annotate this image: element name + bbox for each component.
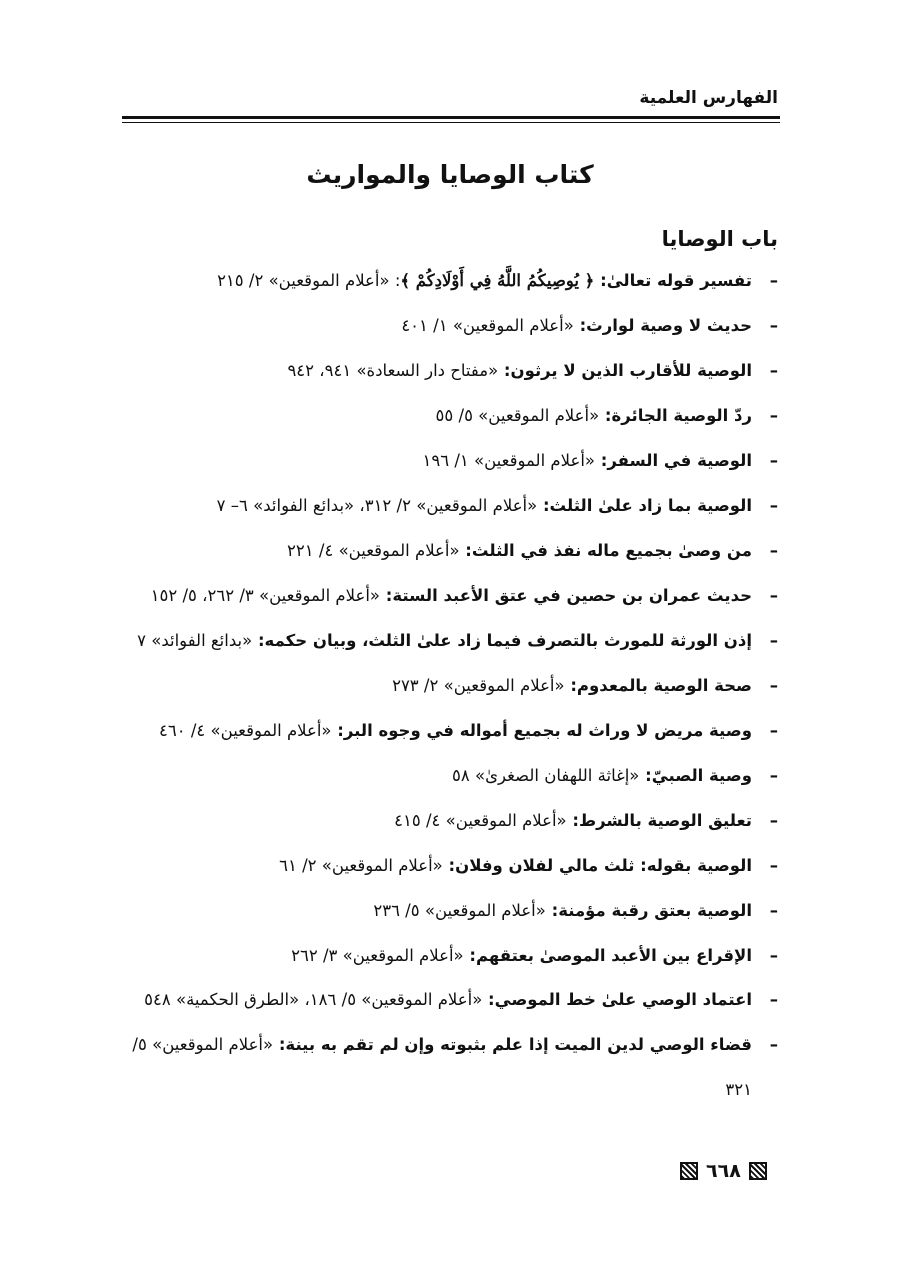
entry-reference: «أعلام الموقعين» ٥/ ٥٥	[435, 406, 600, 425]
entry-topic: ردّ الوصية الجائرة:	[599, 406, 752, 425]
entry-topic: إذن الورثة للمورث بالتصرف فيما زاد علىٰ الثلث، وبيان حكمه:	[252, 631, 752, 650]
entry-topic: وصية الصبيّ:	[639, 766, 752, 785]
entry-reference: «مفتاح دار السعادة» ٩٤١، ٩٤٢	[287, 361, 499, 380]
entry-reference: «أعلام الموقعين» ٥/ ١٨٦، «الطرق الحكمية» ٥٤٨	[144, 990, 483, 1009]
entry-topic: اعتماد الوصي علىٰ خط الموصي:	[482, 990, 752, 1009]
index-entry	[114, 393, 778, 438]
quran-verse: ﴿ يُوصِيكُمُ اللَّهُ فِي أَوْلَادِكُمْ ﴾	[400, 271, 595, 290]
entry-reference: «أعلام الموقعين» ٢/ ٣١٢، «بدائع الفوائد» ٦– ٧	[216, 496, 538, 515]
index-entry	[114, 348, 778, 393]
running-head: الفهارس العلمية	[639, 88, 778, 108]
bullet-dash: –	[769, 316, 778, 335]
index-entry	[114, 753, 778, 798]
entry-topic: الوصية للأقارب الذين لا يرثون:	[498, 361, 752, 380]
entry-topic: الوصية بقوله: ثلث مالي لفلان وفلان:	[442, 856, 752, 875]
index-entry	[114, 708, 778, 753]
entry-reference: «أعلام الموقعين» ١/ ١٩٦	[422, 451, 595, 470]
bullet-dash: –	[769, 901, 778, 920]
bullet-dash: –	[769, 990, 778, 1009]
page-folio	[680, 1160, 767, 1182]
bullet-dash: –	[769, 676, 778, 695]
entry-topic: قضاء الوصي لدين الميت إذا علم بثبوته وإن لم تقم به بينة:	[273, 1035, 752, 1054]
page-title: كتاب الوصايا والمواريث	[306, 160, 594, 189]
entry-reference: «أعلام الموقعين» ٤/ ٤٦٠	[159, 721, 332, 740]
index-entry	[114, 798, 778, 843]
entry-topic: حديث لا وصية لوارث:	[573, 316, 752, 335]
entry-topic: من وصىٰ بجميع ماله نفذ في الثلث:	[459, 541, 752, 560]
index-entry	[114, 528, 778, 573]
page-number: ٦٦٨	[706, 1160, 741, 1182]
entry-topic: صحة الوصية بالمعدوم:	[564, 676, 752, 695]
index-entry	[114, 933, 778, 978]
index-entry	[114, 978, 778, 1022]
entry-topic: الوصية في السفر:	[595, 451, 752, 470]
entry-reference: «أعلام الموقعين» ٢/ ٢٧٣	[392, 676, 565, 695]
index-entry	[114, 618, 778, 663]
index-entry	[114, 888, 778, 933]
entry-topic: تفسير قوله تعالىٰ:	[594, 271, 752, 290]
bullet-dash: –	[769, 1035, 778, 1054]
entry-reference: «أعلام الموقعين» ٤/ ٤١٥	[394, 811, 567, 830]
bullet-dash: –	[769, 631, 778, 650]
index-entry	[114, 438, 778, 483]
entry-topic: الوصية بعتق رقبة مؤمنة:	[545, 901, 752, 920]
bullet-dash: –	[769, 451, 778, 470]
index-entry	[114, 303, 778, 348]
bullet-dash: –	[769, 406, 778, 425]
entry-reference: «بدائع الفوائد» ٧	[137, 631, 253, 650]
entry-reference: «أعلام الموقعين» ٣/ ٢٦٢	[291, 946, 464, 965]
bullet-dash: –	[769, 541, 778, 560]
entry-reference: «أعلام الموقعين» ١/ ٤٠١	[401, 316, 574, 335]
bullet-dash: –	[769, 496, 778, 515]
entry-topic: حديث عمران بن حصين في عتق الأعبد الستة:	[380, 586, 752, 605]
bullet-dash: –	[769, 721, 778, 740]
entry-reference: : «أعلام الموقعين» ٢/ ٢١٥	[217, 271, 401, 290]
entry-reference: «أعلام الموقعين» ٤/ ٢٢١	[287, 541, 460, 560]
index-entry	[114, 663, 778, 708]
index-entry	[114, 258, 778, 303]
header-rule-thick	[122, 116, 780, 119]
entry-reference: «أعلام الموقعين» ٥/ ٣٢١	[132, 1035, 752, 1099]
section-heading: باب الوصايا	[661, 227, 778, 251]
index-entry	[114, 1022, 778, 1112]
index-entry	[114, 843, 778, 888]
entry-reference: «أعلام الموقعين» ٣/ ٢٦٢، ٥/ ١٥٢	[150, 586, 380, 605]
ornament-right-icon	[749, 1162, 767, 1180]
index-entries	[114, 258, 778, 1112]
entry-reference: «إغاثة اللهفان الصغرىٰ» ٥٨	[452, 766, 640, 785]
entry-topic: وصية مريض لا وراث له بجميع أمواله في وجوه البر:	[331, 721, 752, 740]
entry-topic: الإقراع بين الأعبد الموصىٰ بعتقهم:	[463, 946, 752, 965]
entry-topic: الوصية بما زاد علىٰ الثلث:	[537, 496, 752, 515]
index-entry	[114, 573, 778, 618]
header-rule-thin	[122, 122, 780, 123]
bullet-dash: –	[769, 946, 778, 965]
bullet-dash: –	[769, 361, 778, 380]
bullet-dash: –	[769, 271, 778, 290]
index-entry	[114, 483, 778, 528]
bullet-dash: –	[769, 586, 778, 605]
entry-reference: «أعلام الموقعين» ٢/ ٦١	[279, 856, 443, 875]
entry-topic: تعليق الوصية بالشرط:	[566, 811, 752, 830]
ornament-left-icon	[680, 1162, 698, 1180]
bullet-dash: –	[769, 856, 778, 875]
entry-reference: «أعلام الموقعين» ٥/ ٢٣٦	[373, 901, 546, 920]
bullet-dash: –	[769, 811, 778, 830]
bullet-dash: –	[769, 766, 778, 785]
